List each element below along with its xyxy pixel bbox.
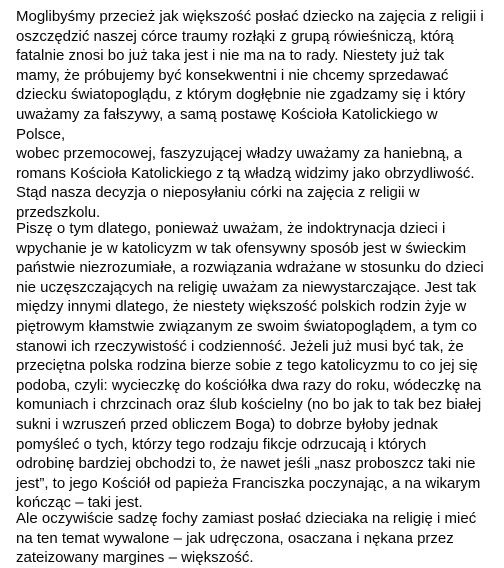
post-paragraph-3: Ale oczywiście sadzę fochy zamiast posłać dzieciaka na religię i mieć na ten temat wywalone – jak udręczona, osaczana i nękana przez zateizowany margines – większość. xyxy=(16,510,477,567)
post-paragraph-1: Moglibyśmy przecież jak większość posłać dziecko na zajęcia z religii i oszczędzić naszej córce traumy rozłąki z grupą rówieśniczą, którą fatalnie znosi bo już taka jest i nie ma na to rady. Niestety już tak mamy, że próbujemy być konsekwentni i nie chcemy sprzedawać dziecku światopoglądu, z którym dogłębnie nie zgadzamy się i który uważamy za fałszywy, a samą postawę Kościoła Katolickiego w Polsce, wobec przemocowej, faszyzującej władzy uważamy za haniebną, a romans Kościoła Katolickiego z tą władzą widzimy jako obrzydliwość. Stąd nasza decyzja o nieposyłaniu córki na zajęcia z religii w przedszkolu. xyxy=(16,8,484,221)
post-paragraph-2: Piszę o tym dlatego, ponieważ uważam, że indoktrynacja dzieci i wpychanie je w katolicyzm w tak ofensywny sposób jest w świeckim państwie niezrozumiałe, a rozwiązania wdrażane w stosunku do dzieci nie uczęszczających na religię uważam za niewystarczające. Jest tak między innymi dlatego, że niestety większość polskich rodzin żyje w piętrowym kłamstwie związanym ze swoim światopoglądem, a tym co stanowi ich rzeczywistość i codzienność. Jeżeli już musi być tak, że przeciętna polska rodzina bierze sobie z tego katolicyzmu to co jej się podoba, czyli: wycieczkę do kościółka dwa razy do roku, wódeczkę na komuniach i chrzcinach oraz ślub kościelny (no bo jak to tak bez białej sukni i wzruszeń przed obliczem Boga) to dobrze byłoby jednak pomyśleć o tych, którzy tego rodzaju fikcje odrzucają i których odrobinę bardziej obchodzi to, że nawet jeśli „nasz proboszcz taki nie jest”, to jego Kościół od papieża Franciszka poczynając, a na wikarym kończąc – taki jest. xyxy=(16,220,484,512)
